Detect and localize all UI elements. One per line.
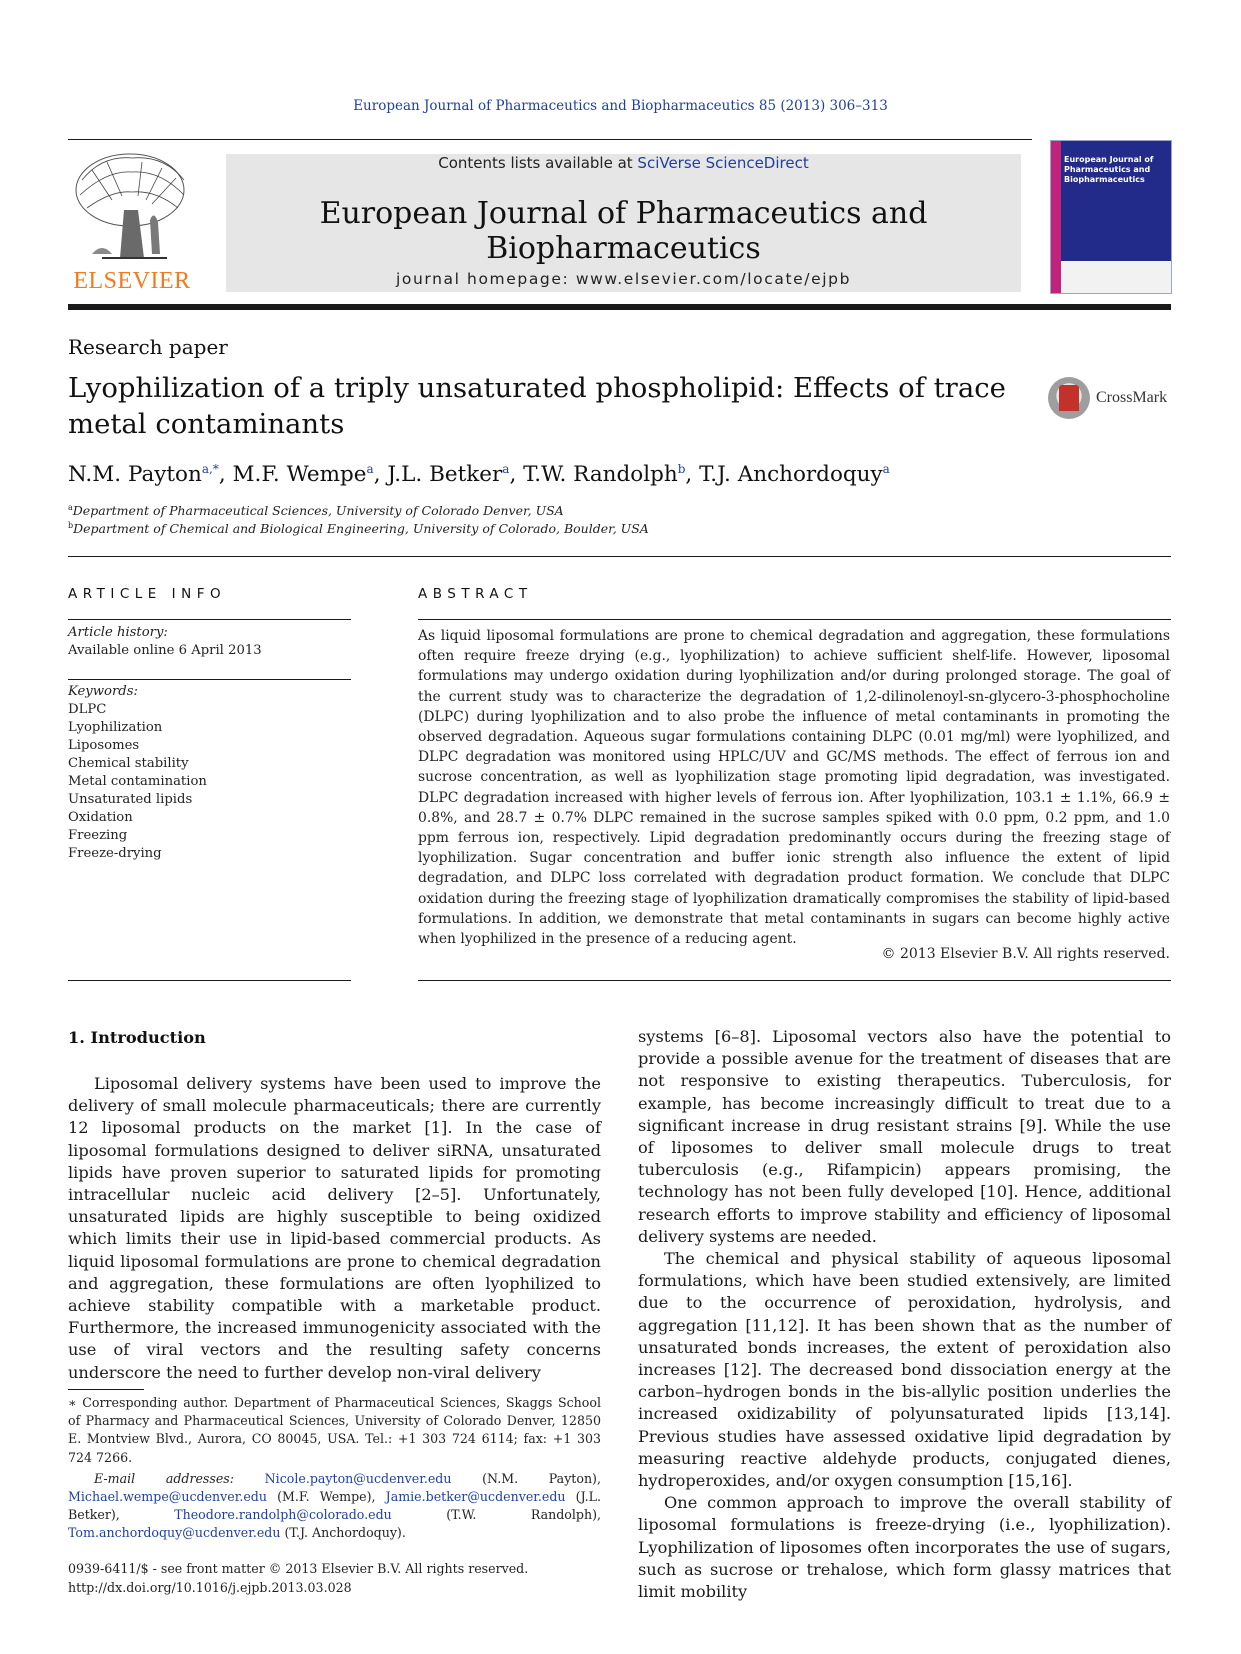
paper-title-line-2: metal contaminants	[68, 408, 345, 440]
keyword: Freeze-drying	[68, 846, 162, 861]
affiliation-text: Department of Pharmaceutical Sciences, University of Colorado Denver, USA	[72, 503, 564, 519]
affiliation-a	[68, 503, 564, 518]
author-affiliation-mark[interactable]: a	[502, 462, 510, 476]
article-info-rule	[68, 619, 351, 620]
affiliation-mark: b	[68, 521, 74, 530]
body-right-column	[638, 1026, 1171, 1603]
paragraph: systems [6–8]. Liposomal vectors also have the potential to provide a possible avenue for the treatment of diseases that are not responsive to existing therapeutics. Tuberculosis, for example, has become increasingly difficult to treat due to a significant increase in drug resistant strains [9]. While the use of liposomes to deliver small molecule drugs to treat tuberculosis (e.g., Rifampicin) appears promising, the technology has not been fully developed [10]. Hence, additional research efforts to improve stability and efficiency of liposomal delivery systems are needed.	[638, 1027, 1171, 1246]
keywords-block	[68, 683, 351, 863]
keyword: Chemical stability	[68, 756, 189, 771]
doi-link[interactable]: http://dx.doi.org/10.1016/j.ejpb.2013.03.028	[68, 1580, 352, 1595]
author-name[interactable]: T.W. Randolph	[523, 462, 678, 488]
author-name[interactable]: J.L. Betker	[387, 462, 503, 488]
email-link[interactable]: Jamie.betker@ucdenver.edu	[385, 1489, 566, 1505]
email-link[interactable]: Nicole.payton@ucdenver.edu	[264, 1470, 452, 1486]
journal-citation[interactable]: European Journal of Pharmaceutics and Biopharmaceutics 85 (2013) 306–313	[353, 98, 888, 114]
author-name[interactable]: T.J. Anchordoquy	[699, 462, 883, 488]
article-history	[68, 624, 351, 660]
body-left-column	[68, 1073, 601, 1384]
sciencedirect-link[interactable]: SciVerse ScienceDirect	[637, 154, 809, 172]
email-link[interactable]: Tom.anchordoquy@ucdenver.edu	[68, 1525, 281, 1541]
journal-homepage[interactable]: journal homepage: www.elsevier.com/locate/ejpb	[395, 270, 852, 288]
history-label: Article history:	[68, 625, 168, 640]
footnote-rule	[68, 1389, 144, 1390]
email-owner: (T.W. Randolph),	[391, 1507, 601, 1523]
corresponding-author-footnote	[68, 1394, 601, 1543]
keyword: Freezing	[68, 828, 128, 843]
header-top-rule	[68, 139, 1032, 140]
abstract-bottom-rule	[418, 980, 1171, 981]
affiliation-mark: a	[68, 503, 73, 512]
paragraph: Liposomal delivery systems have been used to improve the delivery of small molecule pharmaceuticals; there are currently 12 liposomal products on the market [1]. In the case of liposomal formulations designed to deliver siRNA, unsaturated lipids have proven superior to saturated lipids for promoting intracellular nucleic acid delivery [2–5]. Unfortunately, unsaturated lipids are highly susceptible to being oxidized which limits their use in lipid-based commercial products. As liquid liposomal formulations are prone to chemical degradation and aggregation, these formulations are often lyophilized to achieve stability compatible with a marketable product. Furthermore, the increased immunogenicity associated with the use of viral vectors and the resulting safety concerns underscore the need to further develop non-viral delivery	[68, 1074, 601, 1382]
contents-prefix: Contents lists available at	[438, 154, 638, 172]
email-owner: (J.L. Betker),	[68, 1489, 602, 1523]
cover-footer	[1061, 261, 1171, 293]
keywords-rule	[68, 679, 351, 680]
front-matter-note: 0939-6411/$ - see front matter © 2013 Elsevier B.V. All rights reserved.	[68, 1561, 529, 1576]
elsevier-logo[interactable]	[68, 150, 196, 296]
section-heading-introduction: 1. Introduction	[68, 1028, 206, 1047]
crossmark-label: CrossMark	[1096, 389, 1168, 406]
abstract-text: As liquid liposomal formulations are prone to chemical degradation and aggregation, these formulations often require freeze drying (e.g., lyophilization) to achieve sufficient shelf-life. However, liposomal formulations may undergo oxidation during lyophilization and/or during prolonged storage. The goal of the current study was to characterize the degradation of 1,2-dilinolenoyl-sn-glycero-3-phosphocholine (DLPC) during lyophilization and to also probe the influence of metal contaminants in promoting the observed degradation. Aqueous sugar formulations containing DLPC (0.01 mg/ml) were lyophilized, and DLPC degradation was monitored using HPLC/UV and GC/MS methods. The effect of ferrous ion and sucrose concentration, as well as lyophilization stage promoting lipid degradation, was investigated. DLPC degradation increased with higher levels of ferrous ion. After lyophilization, 103.1 ± 1.1%, 66.9 ± 0.8%, and 28.7 ± 0.7% DLPC remained in the sucrose samples spiked with 0.0 ppm, 0.2 ppm, and 1.0 ppm ferrous ion, respectively. Lipid degradation predominantly occurs during the freezing stage of lyophilization. Sugar concentration and buffer ionic strength also influence the extent of lipid degradation, and DLPC loss correlated with degradation product formation. We conclude that DLPC oxidation during the freezing stage of lyophilization dramatically compromises the stability of lipid-based formulations. In addition, we demonstrate that metal contaminants in sugars can become highly active when lyophilized in the presence of a reducing agent.	[418, 628, 1170, 948]
journal-title: European Journal of Pharmaceutics and Biopharmaceutics	[319, 196, 928, 266]
author-list: N.M. Payton$^{a,*}$, M.F. Wempe$^a$, J.L. Betker$^a$, T.W. Randolph$^b$, T.J. Anchordoquy$^a$	[68, 462, 890, 488]
author-affiliation-mark[interactable]: a	[366, 462, 374, 476]
paper-title	[68, 370, 1008, 442]
paragraph: One common approach to improve the overall stability of liposomal formulations is freeze-drying (i.e., lyophilization). Lyophilization of liposomes often incorporates the use of sugars, such as sucrose or trehalose, which form glassy matrices that limit mobility	[638, 1493, 1171, 1602]
affiliation-rule	[68, 556, 1171, 557]
article-info-heading: ARTICLE INFO	[68, 586, 227, 602]
author-name[interactable]: M.F. Wempe	[232, 462, 367, 488]
abstract-heading: ABSTRACT	[418, 586, 533, 602]
article-type: Research paper	[68, 335, 228, 359]
email-owner: (N.M. Payton),	[451, 1470, 601, 1486]
paper-title-line-1: Lyophilization of a triply unsaturated phospholipid: Effects of trace	[68, 372, 1006, 404]
email-link[interactable]: Theodore.randolph@colorado.edu	[174, 1507, 392, 1523]
keyword: Lyophilization	[68, 720, 163, 735]
crossmark-icon	[1048, 377, 1090, 419]
author-name[interactable]: N.M. Payton	[68, 462, 202, 488]
email-label: E-mail addresses:	[94, 1470, 235, 1486]
affiliation-b	[68, 521, 649, 536]
journal-banner	[226, 154, 1021, 292]
author-affiliation-mark[interactable]: a,*	[201, 462, 219, 476]
abstract-rule	[418, 619, 1171, 620]
elsevier-wordmark: ELSEVIER	[73, 268, 191, 294]
author-affiliation-mark[interactable]: b	[677, 462, 686, 476]
keyword: Unsaturated lipids	[68, 792, 193, 807]
keyword: DLPC	[68, 702, 107, 717]
email-owner: (T.J. Anchordoquy).	[280, 1525, 406, 1541]
keywords-label: Keywords:	[68, 684, 138, 699]
header-bottom-rule	[68, 304, 1171, 310]
contents-available	[226, 154, 1021, 172]
keyword: Liposomes	[68, 738, 140, 753]
tree-logo-icon	[72, 150, 192, 265]
info-bottom-rule	[68, 980, 351, 981]
keyword: Oxidation	[68, 810, 133, 825]
email-owner: (M.F. Wempe),	[266, 1489, 386, 1505]
email-addresses	[68, 1470, 601, 1543]
author-affiliation-mark[interactable]: a	[882, 462, 890, 476]
cover-stripe	[1051, 141, 1061, 293]
email-link[interactable]: Michael.wempe@ucdenver.edu	[68, 1489, 267, 1505]
abstract-copyright: © 2013 Elsevier B.V. All rights reserved.	[881, 946, 1170, 962]
affiliation-text: Department of Chemical and Biological Engineering, University of Colorado, Boulder, USA	[73, 521, 649, 537]
crossmark-badge[interactable]	[1048, 377, 1178, 421]
keyword: Metal contamination	[68, 774, 207, 789]
corresponding-author-text: ∗ Corresponding author. Department of Pharmaceutical Sciences, Skaggs School of Pharmacy and Pharmaceutical Sciences, University of Colorado Denver, 12850 E. Montview Blvd., Aurora, CO 80045, USA. Tel.: +1 303 724 6114; fax: +1 303 724 7266.	[68, 1395, 601, 1465]
history-value: Available online 6 April 2013	[68, 643, 262, 658]
cover-title: European Journal of Pharmaceutics and Biopharmaceutics	[1064, 155, 1154, 184]
paragraph: The chemical and physical stability of aqueous liposomal formulations, which have been studied extensively, are limited due to the occurrence of peroxidation, hydrolysis, and aggregation [11,12]. It has been shown that as the number of unsaturated bonds increases, the extent of peroxidation also increases [12]. The decreased bond dissociation energy at the carbon–hydrogen bonds in the bis-allylic position underlies the increased oxidizability of polyunsaturated lipids [13,14]. Previous studies have assessed oxidative lipid degradation by measuring reactive aldehyde products, conjugated dienes, hydroperoxides, and/or oxygen consumption [15,16].	[638, 1249, 1171, 1491]
journal-cover-thumbnail[interactable]	[1050, 140, 1172, 294]
